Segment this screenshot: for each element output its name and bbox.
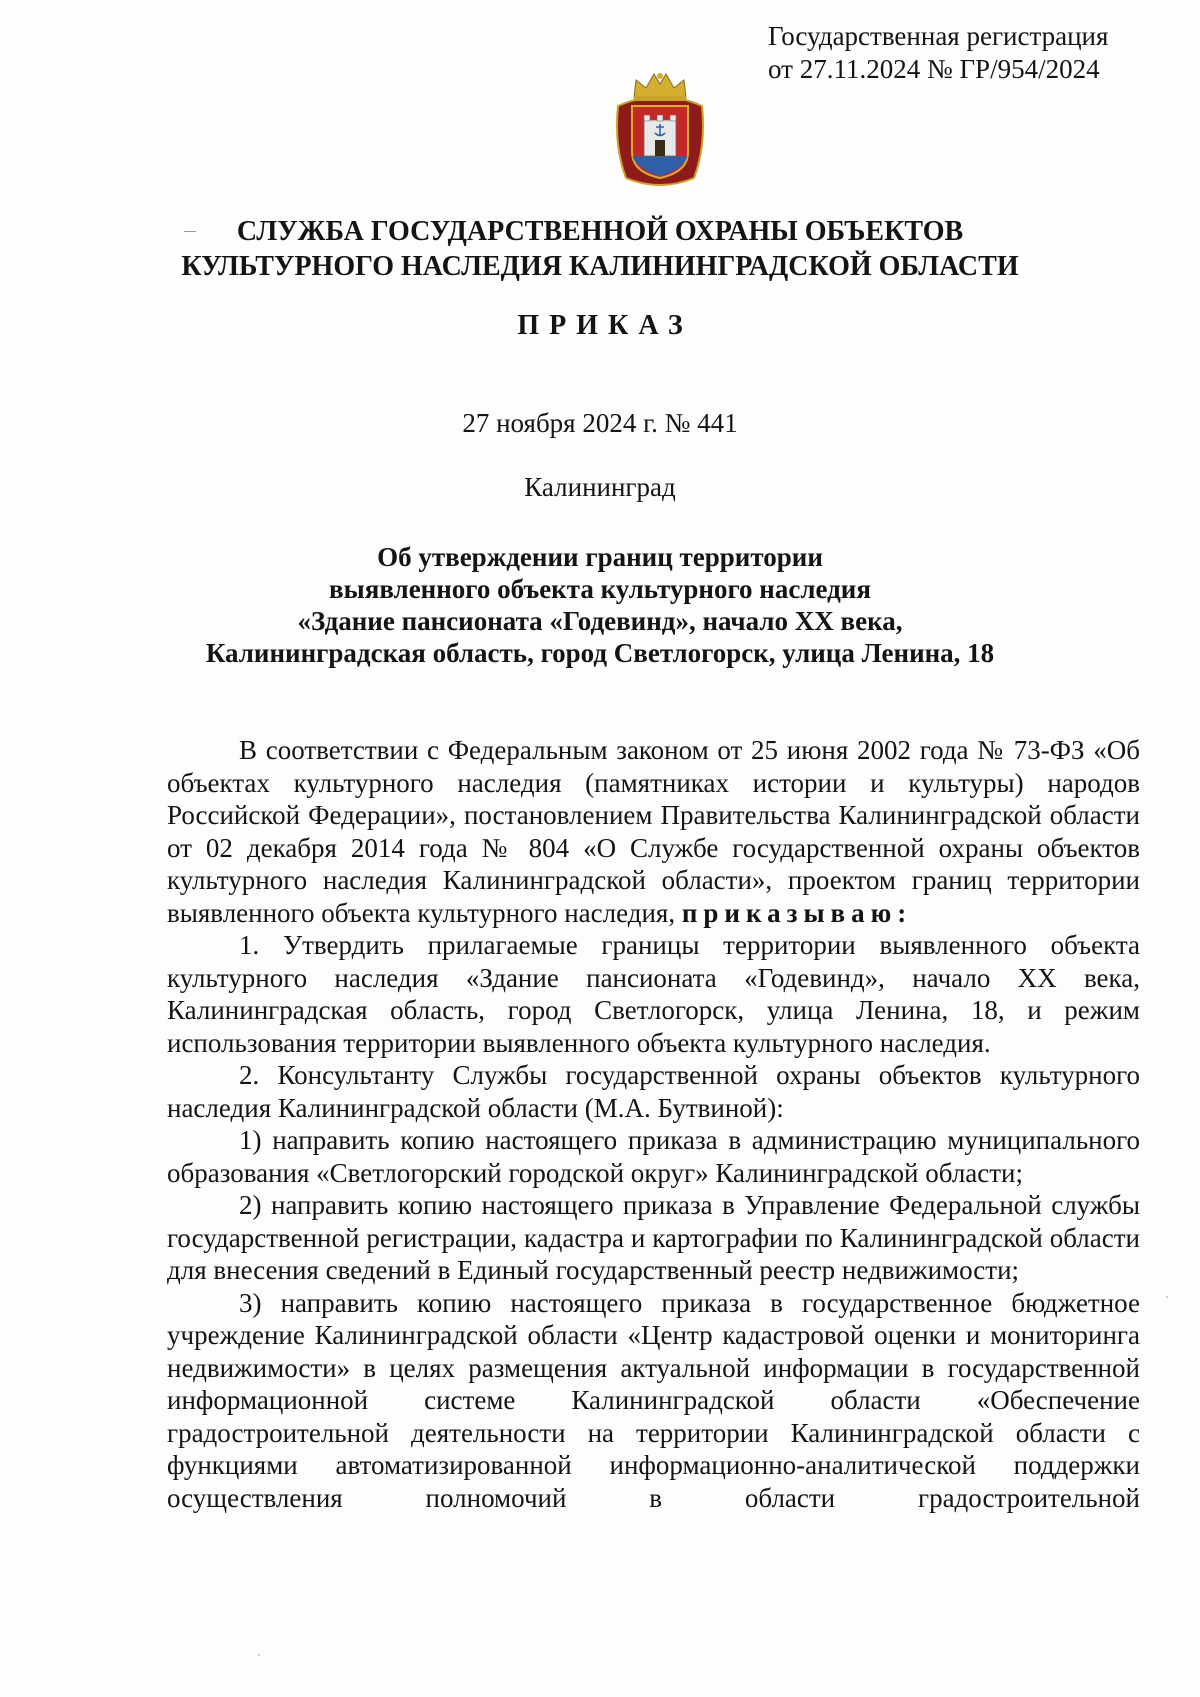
organization-line-2: КУЛЬТУРНОГО НАСЛЕДИЯ КАЛИНИНГРАДСКОЙ ОБЛАСТИ: [181, 251, 1019, 282]
document-type: ПРИКАЗ: [517, 310, 693, 341]
registration-line-1: Государственная регистрация: [768, 21, 1109, 51]
item-2: 2. Консультанту Службы государственной охраны объектов культурного наследия Калининградской области (М.А. Бутвиной):: [167, 1060, 1140, 1123]
subject-line-2: выявленного объекта культурного наследия: [329, 574, 871, 604]
registration-stamp: [768, 20, 1108, 86]
intro-text: В соответствии с Федеральным законом от 25 июня 2002 года № 73-ФЗ «Об объектах культурного наследия (памятниках истории и культуры) народов Российской Федерации», постановлением Правительства Калининградской области от 02 декабря 2014 года № 804 «О Службе государственной охраны объектов культурного наследия Калининградской области», проектом границ территории выявленного объекта культурного наследия,: [167, 735, 1140, 928]
organization-name: [0, 214, 1200, 284]
registration-line-2: от 27.11.2024 № ГР/954/2024: [768, 54, 1100, 84]
order-word: приказываю:: [681, 897, 913, 928]
scan-speck: [258, 1654, 260, 1656]
order-body: [167, 734, 1140, 1514]
sub-item-1: 1) направить копию настоящего приказа в администрацию муниципального образования «Светлогорский городской округ» Калининградской области;: [167, 1125, 1140, 1188]
order-date-number: 27 ноября 2024 г. № 441: [462, 408, 738, 438]
subject-line-4: Калининградская область, город Светлогорск, улица Ленина, 18: [205, 638, 995, 668]
scan-speck: [1166, 1296, 1168, 1298]
subject-line-3: «Здание пансионата «Годевинд», начало XX века,: [297, 606, 903, 636]
item-1: 1. Утвердить прилагаемые границы территории выявленного объекта культурного наследия «Здание пансионата «Годевинд», начало XX века, Калининградская область, город Светлогорск, улица Ленина, 18, и режим использования территории выявленного объекта культурного наследия.: [167, 930, 1140, 1058]
intro-paragraph: [167, 734, 1140, 929]
order-city: Калининград: [524, 472, 676, 502]
organization-line-1: СЛУЖБА ГОСУДАРСТВЕННОЙ ОХРАНЫ ОБЪЕКТОВ: [236, 216, 964, 247]
kaliningrad-coat-of-arms-icon: [610, 66, 710, 192]
sub-item-3: 3) направить копию настоящего приказа в государственное бюджетное учреждение Калининградской области «Центр кадастровой оценки и мониторинга недвижимости» в целях размещения актуальной информации в государственной информационной системе Калининградской области «Обеспечение градостроительной деятельности на территории Калининградской области с функциями автоматизированной информационно-аналитической поддержки осуществления полномочий в области градостроительной: [167, 1287, 1140, 1513]
order-subject: [0, 541, 1200, 669]
sub-item-2: 2) направить копию настоящего приказа в Управление Федеральной службы государственной регистрации, кадастра и картографии по Калининградской области для внесения сведений в Единый государственный реестр недвижимости;: [167, 1190, 1140, 1285]
subject-line-1: Об утверждении границ территории: [377, 542, 823, 572]
